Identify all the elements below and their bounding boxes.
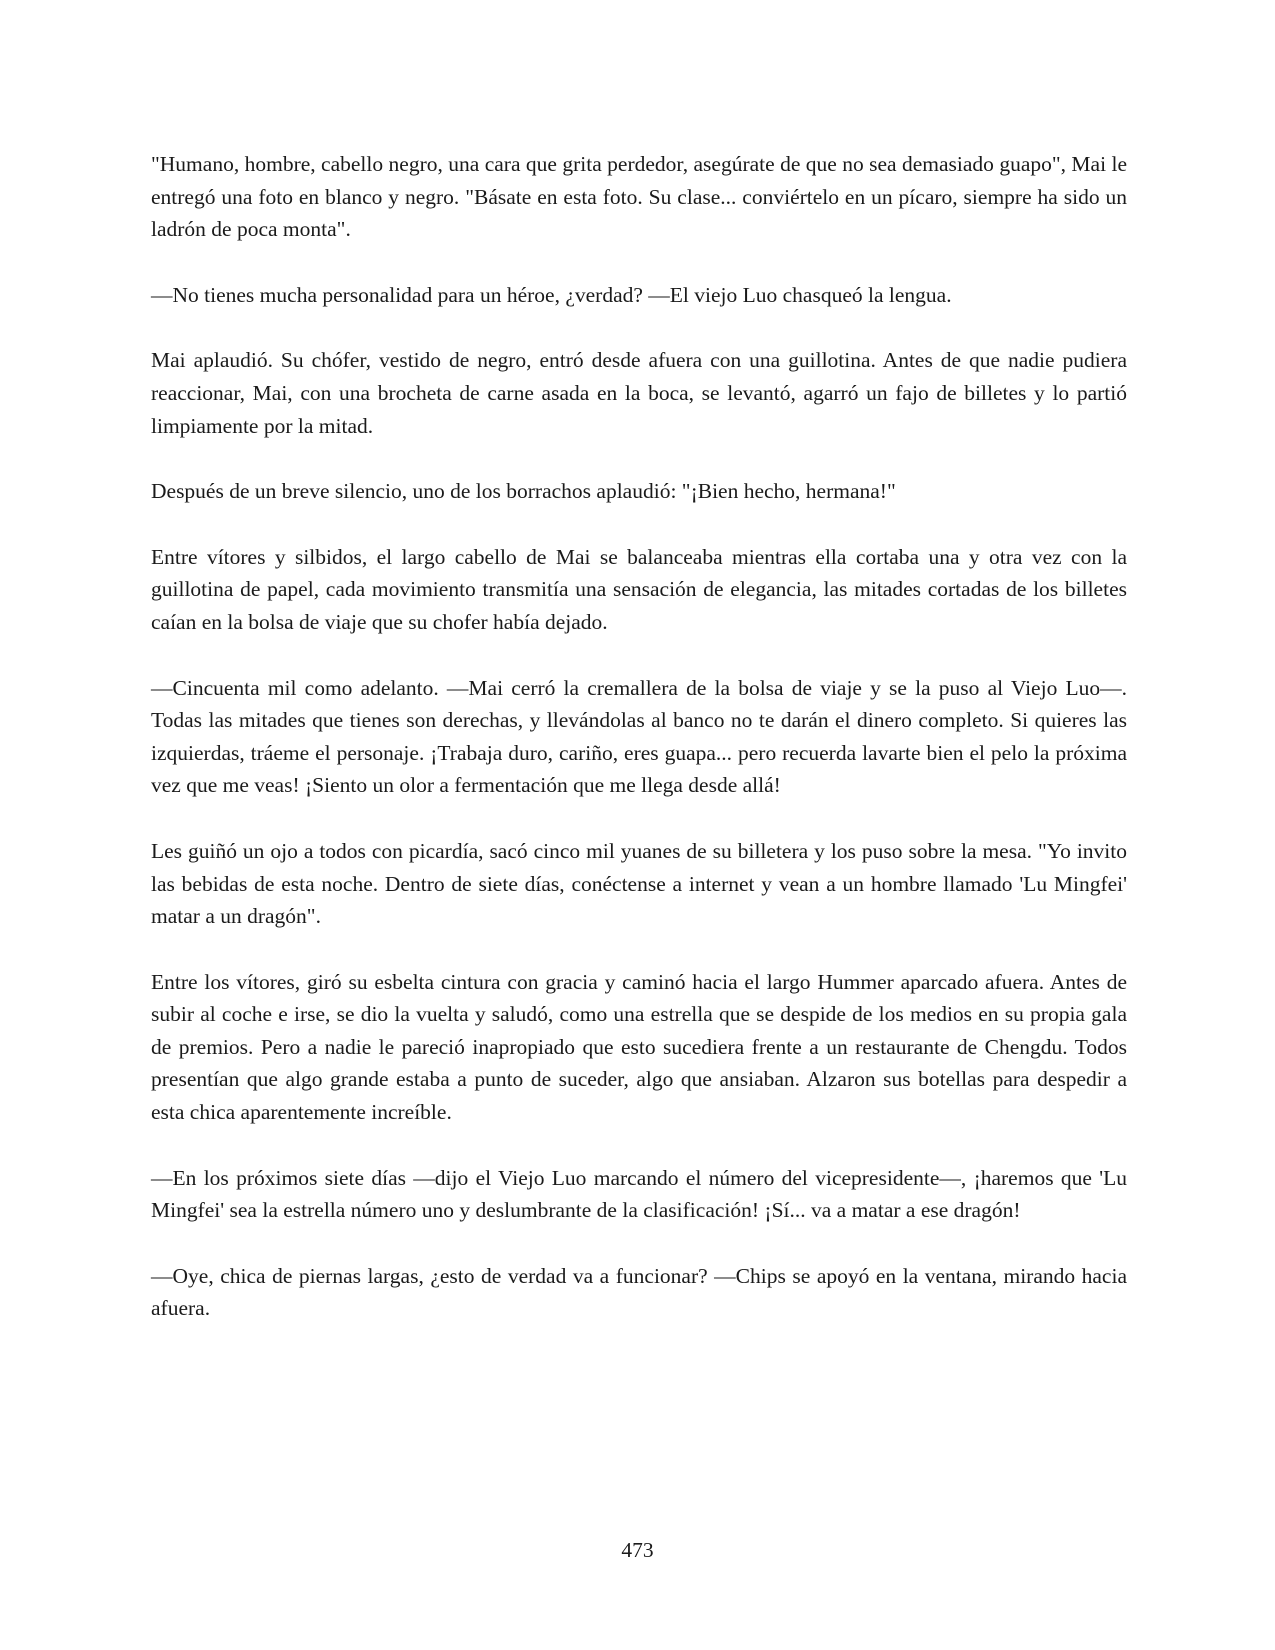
paragraph-8: Entre los vítores, giró su esbelta cintura con gracia y caminó hacia el largo Hummer aparcado afuera. Antes de subir al coche e irse, se dio la vuelta y saludó, como una estrella que se despide de los medios en su propia gala de premios. Pero a nadie le pareció inapropiado que esto sucediera frente a un restaurante de Chengdu. Todos presentían que algo grande estaba a punto de suceder, algo que ansiaban. Alzaron sus botellas para despedir a esta chica aparentemente increíble. [151,969,1127,1125]
paragraph-2: —No tienes mucha personalidad para un héroe, ¿verdad? —El viejo Luo chasqueó la lengua. [151,282,952,307]
paragraph-3: Mai aplaudió. Su chófer, vestido de negro, entró desde afuera con una guillotina. Antes de que nadie pudiera reaccionar, Mai, con una brocheta de carne asada en la boca, se levantó, agarró un fajo de billetes y lo partió limpiamente por la mitad. [151,348,1127,438]
paragraph-7: Les guiñó un ojo a todos con picardía, sacó cinco mil yuanes de su billetera y los puso sobre la mesa. "Yo invito las bebidas de esta noche. Dentro de siete días, conéctense a internet y vean a un hombre llamado 'Lu Mingfei' matar a un dragón". [151,838,1127,929]
paragraph-5: Entre vítores y silbidos, el largo cabello de Mai se balanceaba mientras ella cortaba una y otra vez con la guillotina de papel, cada movimiento transmitía una sensación de elegancia, las mitades cortadas de los billetes caían en la bolsa de viaje que su chofer había dejado. [151,544,1127,634]
paragraph-1: "Humano, hombre, cabello negro, una cara que grita perdedor, asegúrate de que no sea demasiado guapo", Mai le entregó una foto en blanco y negro. "Básate en esta foto. Su clase... conviértelo en un pícaro, siempre ha sido un ladrón de poca monta". [151,152,1127,242]
body-text [151,148,1127,1358]
paragraph-6: —Cincuenta mil como adelanto. —Mai cerró la cremallera de la bolsa de viaje y se la puso al Viejo Luo—. Todas las mitades que tienes son derechas, y llevándolas al banco no te darán el dinero completo. Si quieres las izquierdas, tráeme el personaje. ¡Trabaja duro, cariño, eres guapa... pero recuerda lavarte bien el pelo la próxima vez que me veas! ¡Siento un olor a fermentación que me llega desde allá! [151,675,1127,798]
paragraph-10: —Oye, chica de piernas largas, ¿esto de verdad va a funcionar? —Chips se apoyó en la ventana, mirando hacia afuera. [151,1263,1127,1321]
page-number: 473 [621,1538,654,1562]
paragraph-4: Después de un breve silencio, uno de los borrachos aplaudió: "¡Bien hecho, hermana!" [151,479,896,504]
paragraph-9: —En los próximos siete días —dijo el Viejo Luo marcando el número del vicepresidente—, ¡haremos que 'Lu Mingfei' sea la estrella número uno y deslumbrante de la clasificación! ¡Sí... va a matar a ese dragón! [151,1165,1127,1223]
